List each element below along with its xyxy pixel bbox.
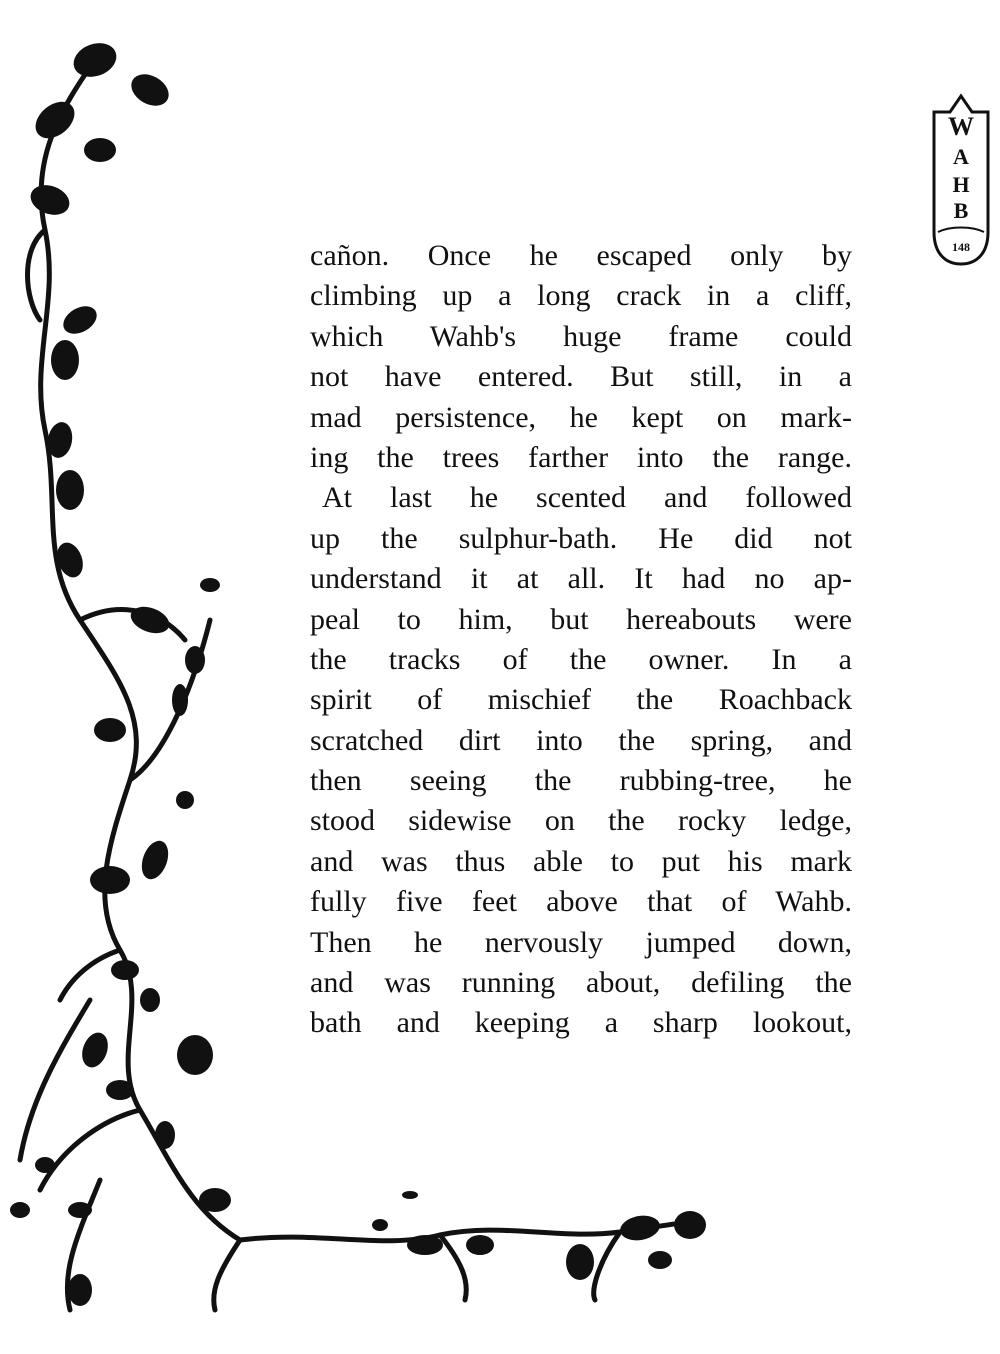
badge-letter-a: A — [953, 144, 969, 169]
page-badge — [930, 92, 992, 272]
text-line: scratched dirt into the spring, and — [310, 723, 852, 757]
text-line: which Wahb's huge frame could — [310, 319, 852, 353]
text-line: stood sidewise on the rocky ledge, — [310, 804, 852, 838]
text-line: the tracks of the owner. In a — [310, 642, 852, 676]
text-line: understand it at all. It had no ap- — [310, 562, 852, 596]
text-line: not have entered. But still, in a — [310, 360, 852, 394]
text-line: and was thus able to put his mark — [310, 844, 852, 878]
text-line: up the sulphur-bath. He did not — [310, 521, 852, 555]
text-line: peal to him, but hereabouts were — [310, 602, 852, 636]
text-line: and was running about, defiling the — [310, 966, 852, 1000]
text-line: bath and keeping a sharp lookout, — [310, 1006, 852, 1040]
text-line: spirit of mischief the Roachback — [310, 683, 852, 717]
badge-letter-b: B — [953, 198, 969, 223]
text-line: fully five feet above that of Wahb. — [310, 885, 852, 919]
text-line-paragraph-start: At last he scented and followed — [322, 481, 852, 515]
body-text — [310, 236, 852, 1044]
text-line: cañon. Once he escaped only by — [310, 239, 852, 272]
text-line: ing the trees farther into the range. — [310, 440, 852, 474]
badge-letter-w: W — [948, 112, 974, 141]
text-line: then seeing the rubbing-tree, he — [310, 764, 852, 798]
page-number: 148 — [952, 240, 970, 254]
text-line: mad persistence, he kept on mark- — [310, 400, 852, 434]
text-line: climbing up a long crack in a cliff, — [310, 279, 852, 313]
text-line: Then he nervously jumped down, — [310, 925, 852, 959]
badge-letter-h: H — [952, 172, 970, 197]
